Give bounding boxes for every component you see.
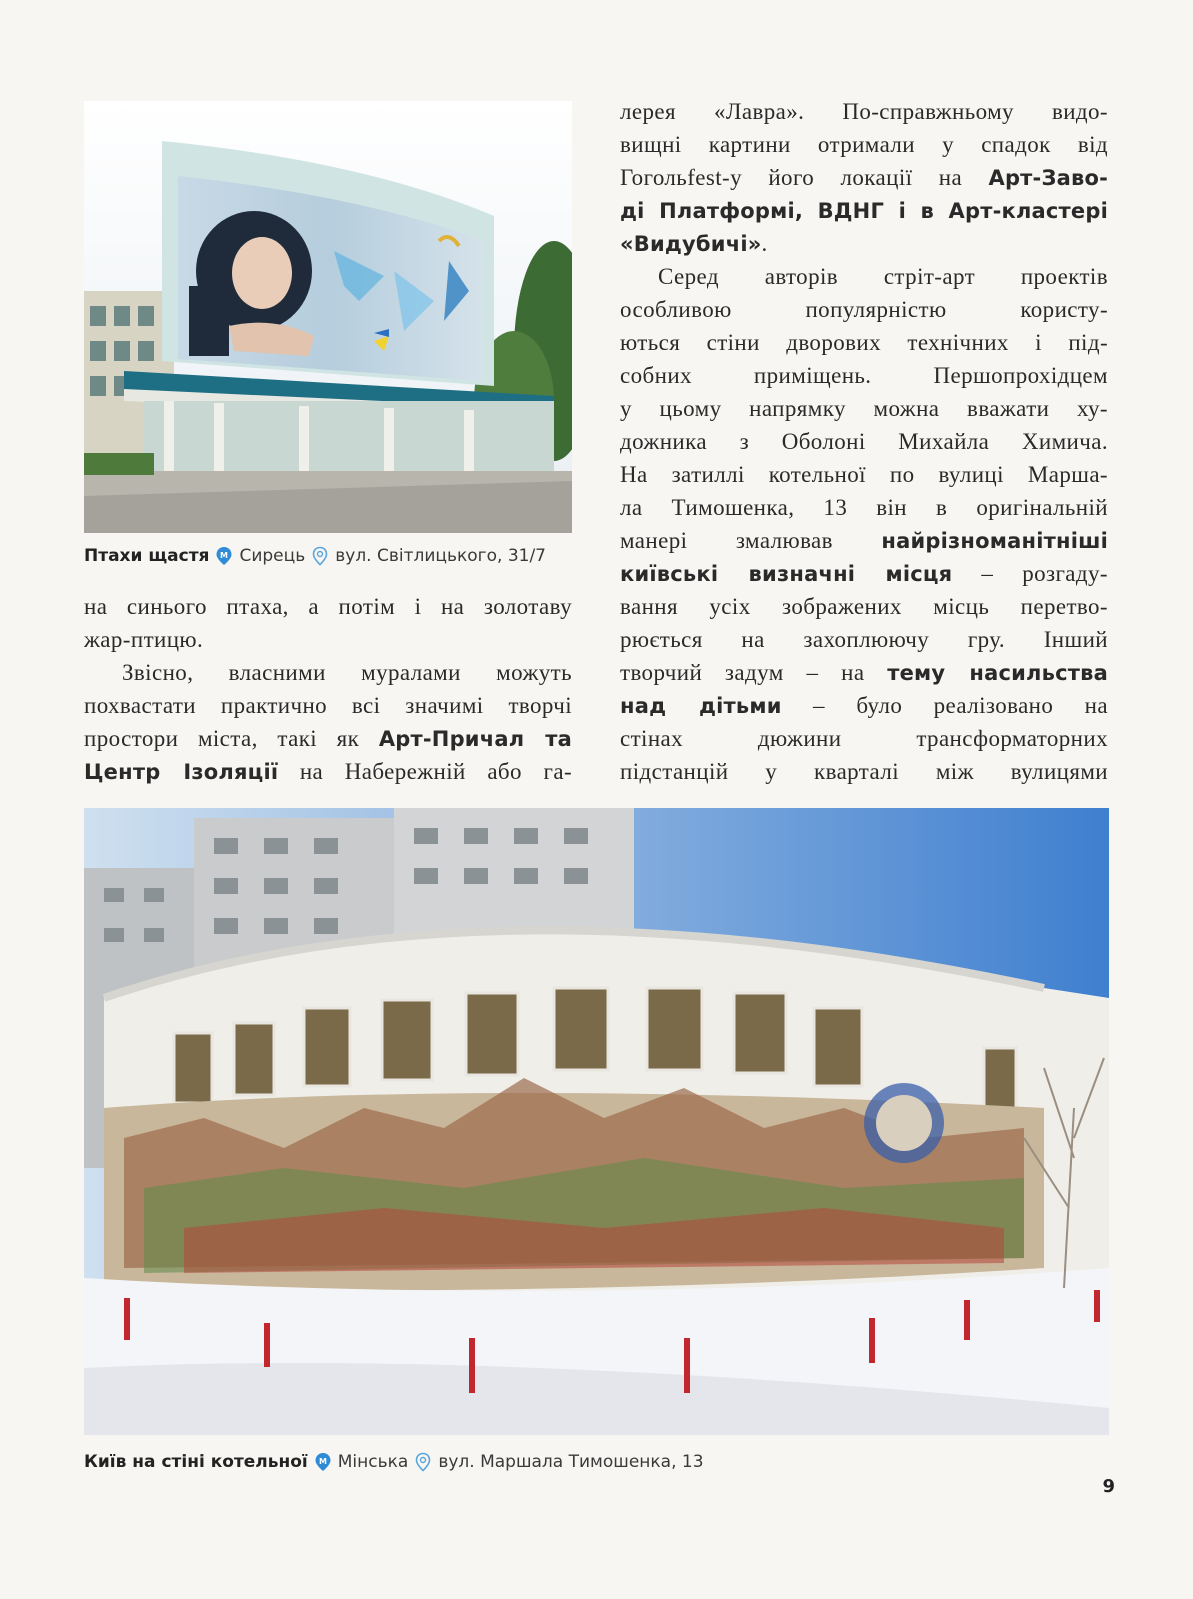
photo2-caption [84,1452,704,1472]
text-line [620,524,1108,557]
text-line [620,161,1108,194]
bold-phrase: над дітьми [620,694,782,718]
text-line [84,722,572,755]
text-segment: – було реалізовано на [781,693,1108,718]
caption-address: вул. Маршала Тимошенка, 13 [438,1452,704,1472]
text-segment: на Набережній або га- [278,759,572,784]
text-line: собних приміщень. Першопрохідцем [620,363,1108,388]
text-line: Серед авторів стріт-арт проектів [658,264,1108,289]
text-segment: . [761,231,768,256]
text-line: Звісно, власними муралами можуть [122,660,572,685]
caption-title: Київ на стіні котельної [84,1452,308,1472]
text-line [620,194,1108,227]
caption-metro: Мінська [337,1452,409,1472]
caption-title: Птахи щастя [84,546,210,566]
text-segment: манері змалював [620,528,882,553]
text-line: На затиллі котельної по вулиці Марша- [620,462,1108,487]
bold-phrase: Арт-Причал та [378,727,572,751]
caption-metro: Сирець [239,546,306,566]
text-line: підстанцій у кварталі між вулицями [620,759,1108,784]
text-line: стінах дюжини трансформаторних [620,726,1108,751]
svg-text:M: M [318,1457,327,1466]
text-line [620,557,1108,590]
bold-phrase: тему насильства [887,661,1108,685]
text-line: лерея «Лавра». По-справжньому видо- [620,99,1108,124]
photo-ptakhy-shchastia [84,101,572,533]
text-line: вищні картини отримали у спадок від [620,132,1108,157]
text-line: похвастати практично всі значимі творчі [84,693,572,718]
photo1-caption [84,546,546,566]
text-line: особливою популярністю користу- [620,297,1108,322]
right-text-column [620,95,1108,788]
text-line: ються стіни дворових технічних і під- [620,330,1108,355]
text-line: рюється на захоплюючу гру. Інший [620,627,1108,652]
text-segment: – розгаду- [952,561,1108,586]
text-segment: творчий задум – на [620,660,888,685]
text-line [84,755,572,788]
bold-phrase: київські визначні місця [620,562,953,586]
text-line: у цьому напрямку можна вважати ху- [620,396,1108,421]
text-line: вання усіх зображених місць перетво- [620,594,1108,619]
text-line: на синього птаха, а потім і на золотаву [84,594,572,619]
text-line: дожника з Оболоні Михайла Химича. [620,429,1108,454]
text-line [620,656,1108,689]
bold-phrase: Арт-Заво- [988,166,1108,190]
page-number: 9 [1102,1476,1115,1497]
bold-phrase: найрізноманітніші [881,529,1108,553]
bold-phrase: «Видубичі» [620,232,762,256]
metro-icon [215,546,233,566]
metro-icon [314,1452,332,1472]
bold-phrase: Центр Ізоляції [84,760,279,784]
text-line: жар-птицю. [84,627,204,652]
text-line [620,689,1108,722]
bold-phrase: ді Платформі, ВДНГ і в Арт-кластері [620,199,1108,223]
text-line [620,227,1108,260]
photo-boiler-house-mural [84,808,1109,1435]
left-text-column [84,590,572,788]
text-segment: простори міста, такі як [84,726,379,751]
caption-address: вул. Світлицького, 31/7 [335,546,546,566]
location-pin-icon [414,1452,432,1472]
location-pin-icon [311,546,329,566]
text-line: ла Тимошенка, 13 він в оригінальній [620,495,1108,520]
svg-text:M: M [220,551,229,560]
text-segment: Гогольfest-у його локації на [620,165,989,190]
